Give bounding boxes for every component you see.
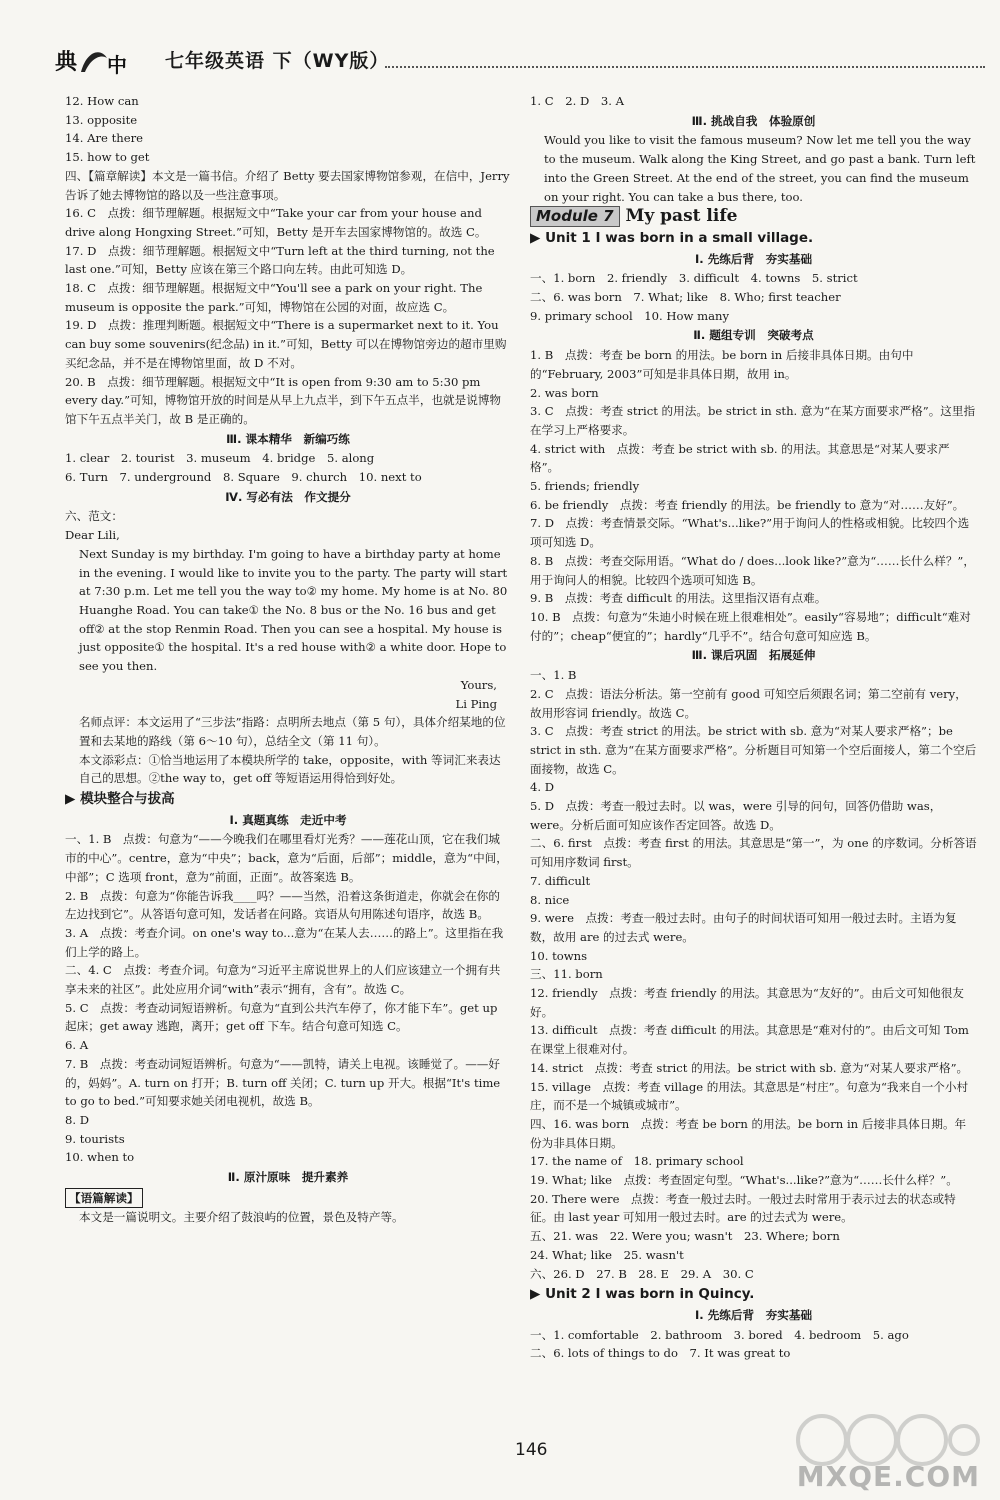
answer-item: 二、6. first 点拨：考查 first 的用法。其意思是“第一”，为 one 的序数词。分析答语可知用序数词 first。 — [530, 836, 977, 870]
answer-item: 10. towns — [530, 948, 588, 963]
answer-item: 3. C 点拨：考查 strict 的用法。be strict with sb. 意为“对某人要求严格”；be strict in sth. 意为“在某方面要求严格”。分析题目可知第一个空后面接人，第二个空后面接物，故选 C。 — [530, 724, 977, 776]
answer-item: 12. How can — [65, 94, 139, 108]
answer-item: 6. A — [65, 1038, 89, 1053]
answer-item: 15. how to get — [65, 150, 150, 165]
answer-item: 五、21. was 22. Were you; wasn't 23. Where; born — [530, 1229, 840, 1244]
answer-item: 四、【篇章解读】本文是一篇书信。介绍了 Betty 要去国家博物馆参观，在信中，Jerry 告诉了她去博物馆的路以及一些注意事项。 — [65, 168, 510, 202]
passage-analysis-label — [65, 1188, 511, 1209]
book-title: 七年级英语 下（WY版） — [165, 50, 390, 72]
answer-item: 三、11. born — [530, 967, 603, 982]
answer-item: 4. D — [530, 780, 555, 795]
page-number: 146 — [515, 1440, 548, 1460]
section-heading: Ⅲ. 挑战自我 体验原创 — [691, 113, 816, 128]
answer-item: 5. C 点拨：考查动词短语辨析。句意为“直到公共汽车停了，你才能下车”。get up 起床；get away 逃跑，离开；get off 下车。结合句意可知选 C。 — [65, 1000, 498, 1034]
header-rule — [385, 66, 985, 68]
answer-item: 9. primary school 10. How many — [530, 308, 730, 323]
svg-text:典: 典 — [55, 50, 78, 75]
answer-item: 5. friends; friendly — [530, 479, 640, 494]
answer-item: 六、26. D 27. B 28. E 29. A 30. C — [530, 1266, 754, 1281]
left-column — [65, 92, 511, 1227]
unit-heading: ▶ 模块整合与拔高 — [65, 791, 175, 808]
letter-signoff: Yours, — [460, 677, 497, 692]
section-heading: Ⅲ. 课后巩固 拓展延伸 — [691, 648, 816, 663]
module-title: My past life — [625, 206, 738, 227]
answer-item: 六、范文： — [65, 509, 123, 524]
answer-item: 13. difficult 点拨：考查 difficult 的用法。其意思是“难对付的”。由后文可知 Tom 在课堂上很难对付。 — [530, 1023, 969, 1057]
svg-text:中: 中 — [107, 53, 127, 77]
answer-item: 9. were 点拨：考查一般过去时。由句子的时间状语可知用一般过去时。主语为复数，故用 are 的过去式 were。 — [530, 911, 957, 944]
answer-item: 15. village 点拨：考查 village 的用法。其意思是“村庄”。句意为“我来自一个小村庄，而不是一个城镇或城市”。 — [530, 1079, 969, 1113]
answer-item: 10. B 点拨：句意为“朱迪小时候在班上很难相处”。easily“容易地”；difficult“难对付的”；cheap“便宜的”；hardly“几乎不”。结合句意可知应选 B。 — [530, 609, 971, 643]
answer-item: 二、6. was born 7. What; like 8. Who; first teacher — [530, 290, 841, 305]
answer-item: 2. C 点拨：语法分析法。第一空前有 good 可知空后须跟名词；第二空前有 very，故用形容词 friendly。故选 C。 — [530, 686, 967, 720]
paragraph: Next Sunday is my birthday. I'm going to have a birthday party at home in the evening. I would like to invite you to the party. The party will start at 7:30 p.m. Let me tell you the way to② my home. My home is at No. 80 Huanghe Road. You can take① the No. 8 bus or the No. 16 bus and get off② at the stop Renmin Road. Then you can see a hospital. My house is just opposite① the hospital. It's a red house with② a white door. Hope to see you then. — [79, 546, 508, 674]
answer-item: 8. nice — [530, 892, 570, 907]
unit-heading: ▶ Unit 1 I was born in a small village. — [530, 229, 814, 246]
answer-item: 17. the name of 18. primary school — [530, 1154, 744, 1169]
answer-item: 7. difficult — [530, 873, 591, 888]
answer-item: 20. There were 点拨：考查一般过去时。一般过去时常用于表示过去的状态或特征。由 last year 可知用一般过去时。are 的过去式为 were。 — [530, 1191, 956, 1225]
section-heading: Ⅱ. 题组专训 突破考点 — [693, 328, 814, 343]
unit-heading: ▶ Unit 2 I was born in Quincy. — [530, 1286, 755, 1303]
answer-item: 14. strict 点拨：考查 strict 的用法。be strict with sb. 意为“对某人要求严格”。 — [530, 1060, 969, 1075]
answer-item: 9. B 点拨：考查 difficult 的用法。这里指汉语有点难。 — [530, 591, 827, 606]
paragraph: Would you like to visit the famous museum? Now let me tell you the way to the museum. Walk along the King Street, and go past a bank. Turn left into the Green Street. At the end of the street, you can find the museum on your right. You can take a bus there, too. — [544, 133, 976, 204]
letter-signoff: Li Ping — [455, 696, 497, 711]
answer-item: 一、1. B — [530, 668, 577, 683]
answer-item: 12. friendly 点拨：考查 friendly 的用法。其意思为“友好的”。由后文可知他很友好。 — [530, 986, 964, 1019]
answer-item: 7. B 点拨：考查动词短语辨析。句意为“——凯特，请关上电视。该睡觉了。——好的，妈妈”。A. turn on 打开；B. turn off 关闭；C. turn up 开大。根据“It's time to go to bed.”可知要求她关闭电视机，故选 B。 — [65, 1056, 501, 1109]
answer-item: 1. B 点拨：考查 be born 的用法。be born in 后接非具体日期。由句中的“February, 2003”可知是非具体日期，故用 in。 — [530, 348, 914, 381]
section-heading: Ⅲ. 课本精华 新编巧练 — [226, 431, 350, 446]
answer-item: 一、1. B 点拨：句意为“——今晚我们在哪里看灯光秀？——莲花山顶，它在我们城市的中心”。centre，意为“中央”；back，意为“后面，后部”；middle，意为“中间，中部”；C 选项 front，意为“前面，正面”。故答案选 B。 — [65, 832, 508, 884]
answer-item: 6. Turn 7. underground 8. Square 9. church 10. next to — [65, 470, 422, 485]
watermark-text: MXQE.COM — [796, 1460, 980, 1493]
answer-item: 二、4. C 点拨：考查介词。句意为“习近平主席说世界上的人们应该建立一个拥有共享未来的社区”。此处应用介词“with”表示“拥有，含有”。故选 C。 — [65, 963, 501, 997]
answer-item: 19. What; like 点拨：考查固定句型。“What's...like?”意为“……长什么样？”。 — [530, 1173, 958, 1188]
section-heading: Ⅰ. 真题真练 走近中考 — [229, 812, 347, 827]
answer-item: 8. B 点拨：考查交际用语。“What do / does...look like?”意为“……长什么样？”，用于询问人的相貌。比较四个选项可知选 B。 — [530, 553, 975, 587]
paragraph: 本文是一篇说明文。主要介绍了鼓浪屿的位置，景色及特产等。 — [79, 1210, 404, 1225]
module-tag: Module 7 — [530, 206, 620, 227]
answer-item: Dear Lili, — [65, 528, 120, 543]
answer-item: 2. B 点拨：句意为“你能告诉我____吗？——当然，沿着这条街道走，你就会在你的左边找到它”。从答语句意可知，发话者在问路。宾语从句用陈述句语序，故选 B。 — [65, 888, 500, 922]
answer-item: 14. Are there — [65, 131, 143, 146]
module-heading — [530, 206, 977, 227]
book-logo-icon — [55, 44, 135, 78]
answer-item: 2. was born — [530, 385, 599, 400]
answer-item: 5. D 点拨：考查一般过去时。以 was，were 引导的问句，回答仍借助 was，were。分析后面可知应该作否定回答。故选 D。 — [530, 799, 942, 832]
answer-item: 10. when to — [65, 1150, 135, 1165]
right-column — [530, 92, 977, 1363]
answer-item: 18. C 点拨：细节理解题。根据短文中“You'll see a park on your right. The museum is opposite the park.”可知，博物馆在公园的对面，故应选 C。 — [65, 281, 483, 314]
page-header — [55, 42, 985, 82]
section-heading: Ⅰ. 先练后背 夯实基础 — [694, 1308, 813, 1322]
answer-item: 3. A 点拨：考查介词。on one's way to...意为“在某人去……的路上”。这里指在我们上学的路上。 — [65, 925, 504, 959]
answer-item: 二、6. lots of things to do 7. It was great to — [530, 1346, 791, 1361]
answer-item: 1. clear 2. tourist 3. museum 4. bridge 5. along — [65, 451, 375, 466]
section-heading: Ⅰ. 先练后背 夯实基础 — [694, 251, 813, 266]
paragraph: 本文添彩点：①恰当地运用了本模块所学的 take，opposite，with 等词汇来表达自己的思想。②the way to，get off 等短语运用得恰到好处。 — [79, 752, 501, 786]
answer-item: 7. D 点拨：考查情景交际。“What's...like?”用于询问人的性格或相貌。比较四个选项可知选 D。 — [530, 516, 970, 550]
answer-item: 9. tourists — [65, 1131, 125, 1146]
section-heading: Ⅱ. 原汁原味 提升素养 — [227, 1170, 349, 1185]
boxed-label: 【语篇解读】 — [65, 1188, 143, 1209]
answer-item: 16. C 点拨：细节理解题。根据短文中“Take your car from your house and drive along Hongxing Street.”可知，Betty 是开车去国家博物馆的。故选 C。 — [65, 206, 487, 239]
answer-item: 8. D — [65, 1112, 90, 1127]
answer-item: 一、1. comfortable 2. bathroom 3. bored 4. bedroom 5. ago — [530, 1327, 909, 1342]
answer-item: 19. D 点拨：推理判断题。根据短文中“There is a supermarket next to it. You can buy some souvenirs(纪念品) in it.”可知，Betty 可以在博物馆旁边的超市里购买纪念品，并不是在博物馆里面，故 D 不对。 — [65, 318, 507, 370]
answer-item: 4. strict with 点拨：考查 be strict with sb. 的用法。其意思是“对某人要求严格”。 — [530, 441, 950, 475]
answer-item: 3. C 点拨：考查 strict 的用法。be strict in sth. 意为“在某方面要求严格”。这里指在学习上严格要求。 — [530, 404, 976, 437]
answer-item: 6. be friendly 点拨：考查 friendly 的用法。be friendly to 意为“对……友好”。 — [530, 497, 965, 512]
answer-item: 24. What; like 25. wasn't — [530, 1247, 684, 1262]
answer-item: 20. B 点拨：细节理解题。根据短文中“It is open from 9:30 am to 5:30 pm every day.”可知，博物馆开放的时间是从早上九点半，到下午五点半，也就是说博物馆下午五点半关门，故 B 是正确的。 — [65, 374, 502, 426]
answer-item: 13. opposite — [65, 112, 138, 127]
section-heading: Ⅳ. 写必有法 作文提分 — [225, 489, 351, 504]
answer-item: 1. C 2. D 3. A — [530, 94, 624, 108]
answer-item: 17. D 点拨：细节理解题。根据短文中“Turn left at the third turning, not the last one.”可知，Betty 应该在第三个路口向左转。由此可知选 D。 — [65, 243, 495, 277]
paragraph: 名师点评：本文运用了“三步法”指路：点明所去地点（第 5 句），具体介绍某地的位置和去某地的路线（第 6～10 句），总结全文（第 11 句）。 — [79, 715, 506, 748]
answer-item: 四、16. was born 点拨：考查 be born 的用法。be born in 后接非具体日期。年份为非具体日期。 — [530, 1116, 967, 1150]
answer-item: 一、1. born 2. friendly 3. difficult 4. towns 5. strict — [530, 271, 858, 286]
